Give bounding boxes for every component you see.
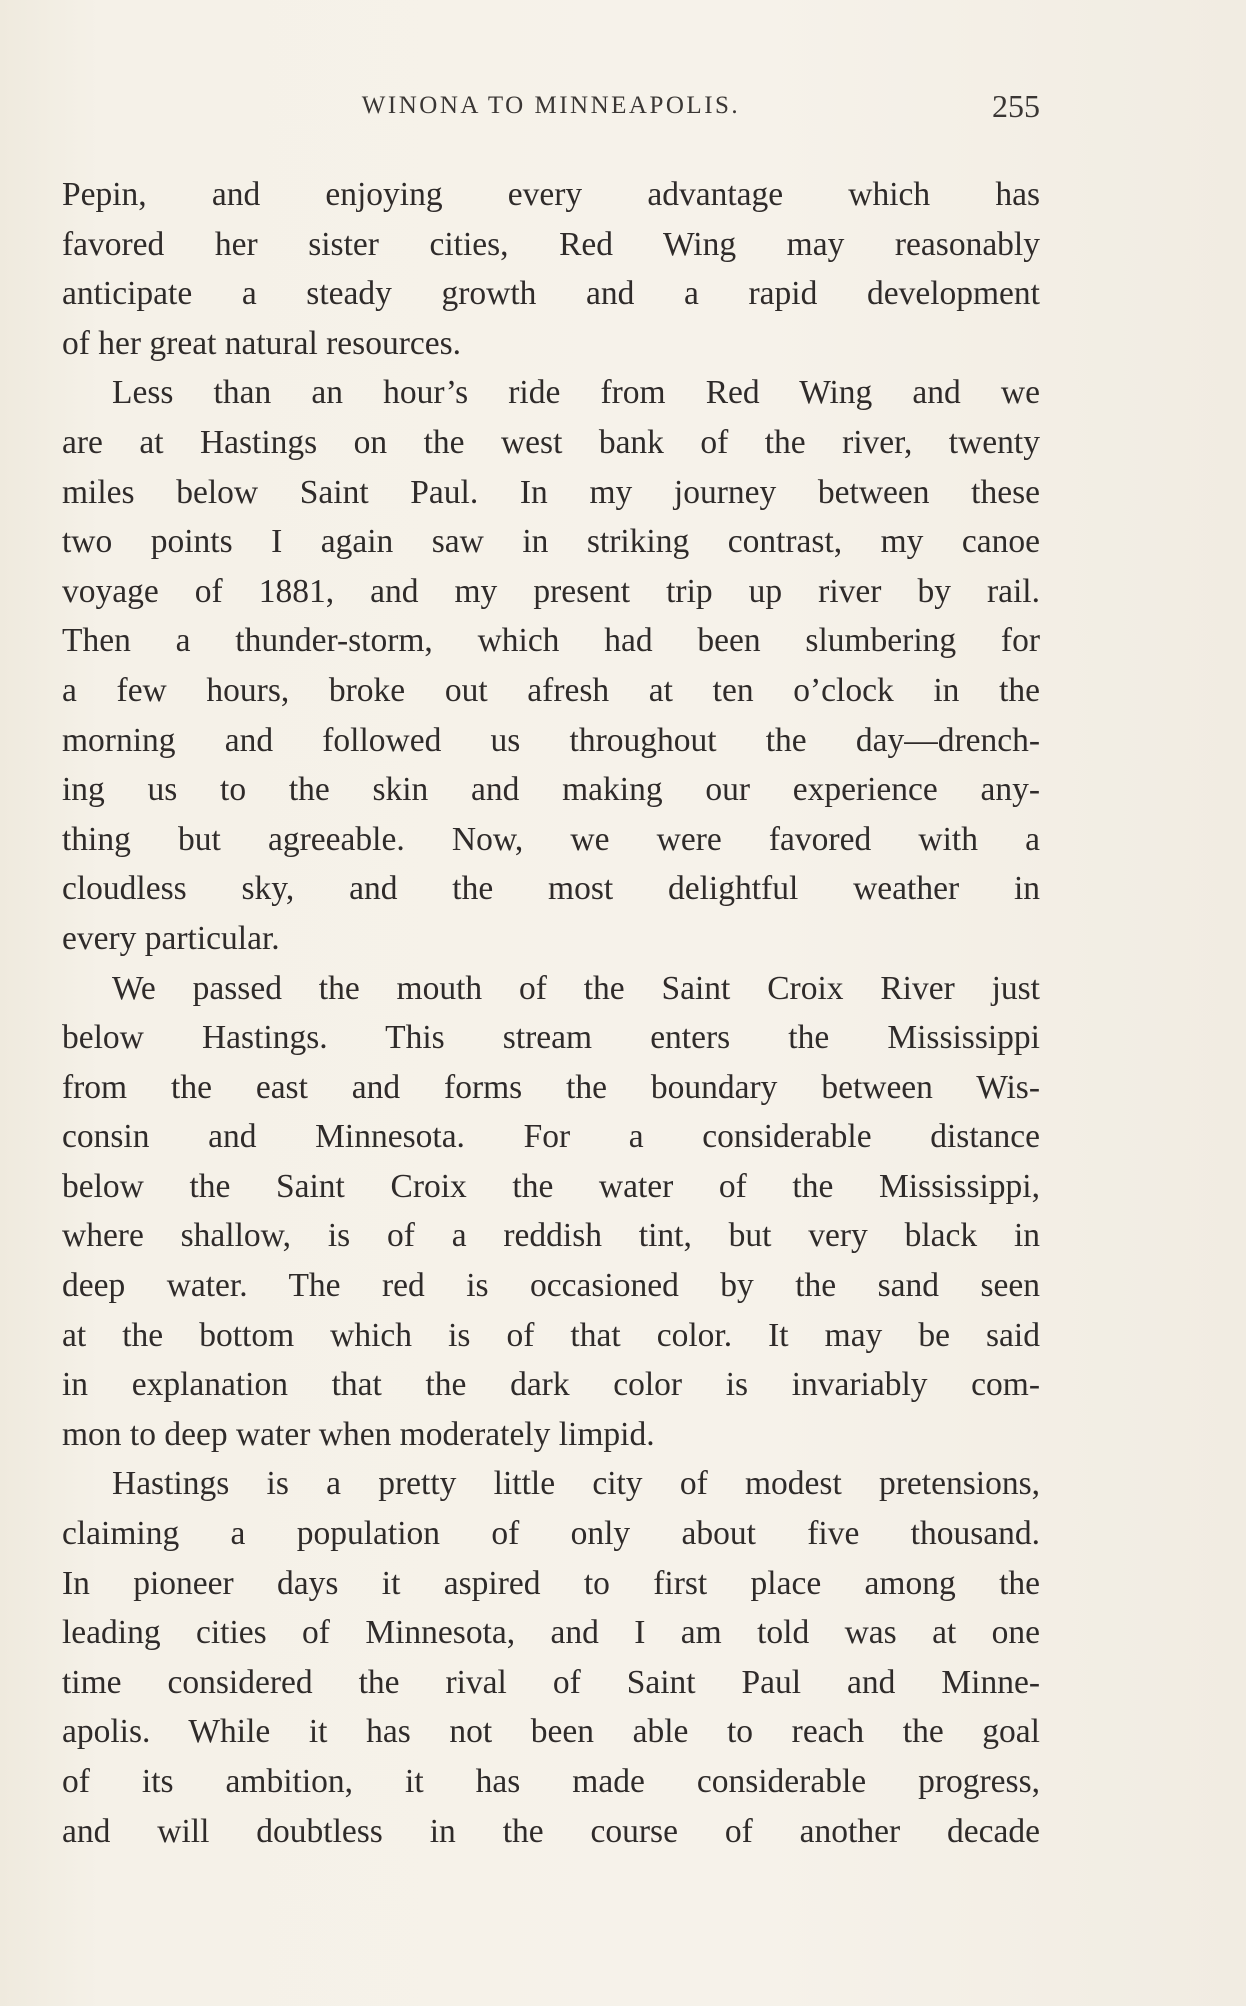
text-line: time considered the rival of Saint Paul and Minne-	[62, 1663, 1040, 1701]
text-line: anticipate a steady growth and a rapid development	[62, 275, 1040, 313]
text-line: Pepin, and enjoying every advantage which has	[62, 176, 1040, 213]
text-line: leading cities of Minnesota, and I am told was at one	[62, 1614, 1040, 1652]
body-text	[62, 170, 1040, 1856]
text-line: two points I again saw in striking contrast, my canoe	[62, 523, 1040, 561]
text-line: of her great natural resources.	[62, 324, 462, 362]
paragraph	[62, 964, 1040, 1460]
text-line: consin and Minnesota. For a considerable distance	[62, 1118, 1040, 1156]
text-line: deep water. The red is occasioned by the sand seen	[62, 1267, 1040, 1305]
paragraph	[62, 1459, 1040, 1856]
text-line: of its ambition, it has made considerable progress,	[62, 1763, 1040, 1800]
text-line: We passed the mouth of the Saint Croix River just	[112, 969, 1040, 1007]
page-header	[62, 88, 1040, 132]
text-line: in explanation that the dark color is invariably com-	[62, 1366, 1040, 1404]
text-line: miles below Saint Paul. In my journey between these	[62, 473, 1040, 511]
text-line: ing us to the skin and making our experience any-	[62, 771, 1040, 809]
text-line: cloudless sky, and the most delightful weather in	[62, 870, 1040, 908]
text-line: below the Saint Croix the water of the Mississippi,	[62, 1167, 1040, 1205]
text-line: every particular.	[62, 919, 280, 957]
text-line: Less than an hour’s ride from Red Wing and we	[112, 374, 1040, 412]
text-line: apolis. While it has not been able to reach the goal	[62, 1713, 1040, 1751]
paragraph	[62, 170, 1040, 368]
text-line: at the bottom which is of that color. It may be said	[62, 1316, 1040, 1354]
text-line: a few hours, broke out afresh at ten o’clock in the	[62, 671, 1040, 709]
text-line: claiming a population of only about five thousand.	[62, 1515, 1040, 1553]
text-line: favored her sister cities, Red Wing may reasonably	[62, 225, 1040, 263]
text-line: voyage of 1881, and my present trip up river by rail.	[62, 572, 1040, 610]
paragraph	[62, 368, 1040, 963]
text-line: and will doubtless in the course of another decade	[62, 1812, 1040, 1850]
running-head: WINONA TO MINNEAPOLIS.	[361, 92, 741, 119]
text-line: are at Hastings on the west bank of the river, twenty	[62, 423, 1040, 461]
text-line: Then a thunder-storm, which had been slumbering for	[62, 622, 1040, 660]
text-line: mon to deep water when moderately limpid.	[62, 1415, 655, 1453]
text-line: In pioneer days it aspired to first place among the	[62, 1564, 1040, 1602]
text-line: below Hastings. This stream enters the Mississippi	[62, 1019, 1040, 1057]
text-line: thing but agreeable. Now, we were favored with a	[62, 820, 1040, 858]
text-line: morning and followed us throughout the day—drench-	[62, 721, 1040, 759]
text-line: from the east and forms the boundary between Wis-	[62, 1068, 1040, 1106]
text-line: Hastings is a pretty little city of modest pretensions,	[112, 1465, 1040, 1503]
text-line: where shallow, is of a reddish tint, but very black in	[62, 1217, 1040, 1255]
page-number: 255	[992, 88, 1040, 124]
